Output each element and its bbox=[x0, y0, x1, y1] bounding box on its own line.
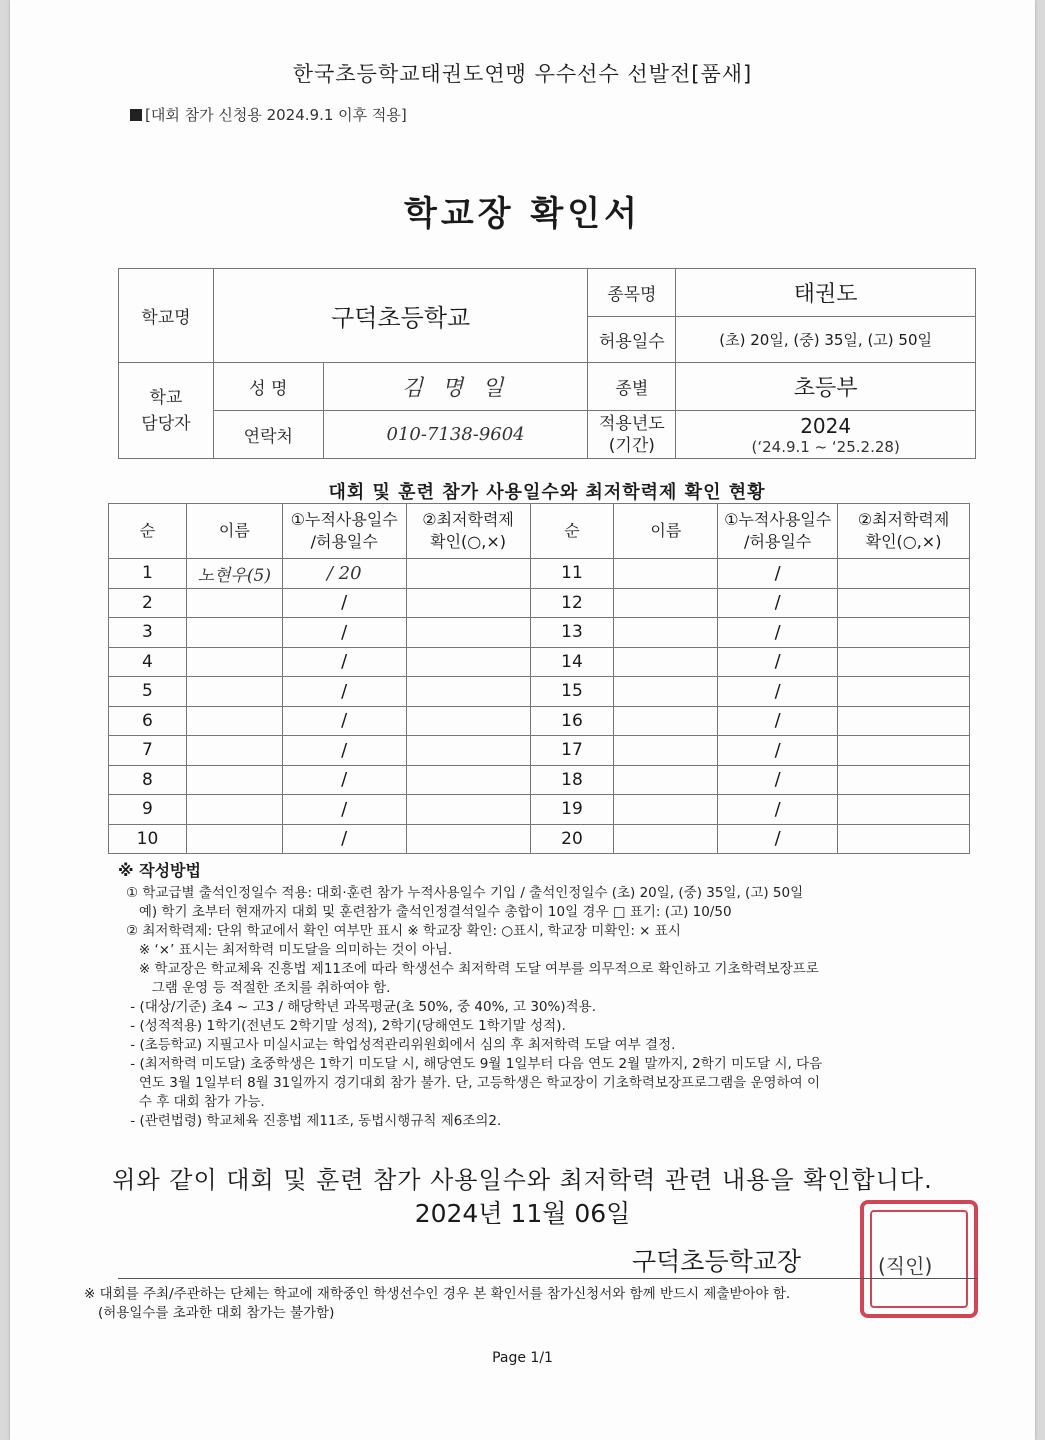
seal-label: (직인) bbox=[878, 1254, 933, 1278]
table-row bbox=[109, 824, 970, 854]
cell-check bbox=[838, 677, 970, 707]
table-row bbox=[109, 736, 970, 766]
cell-name bbox=[186, 736, 282, 766]
cell-name bbox=[186, 677, 282, 707]
year-label: 적용년도 (기간) bbox=[588, 411, 676, 459]
cell-no: 6 bbox=[109, 706, 187, 736]
cell-days: / bbox=[282, 588, 406, 618]
cell-days: / 20 bbox=[282, 559, 406, 589]
cell-days: / bbox=[282, 706, 406, 736]
header-no-right: 순 bbox=[530, 504, 614, 559]
method-line: - (최저학력 미도달) 초중학생은 1학기 미도달 시, 해당연도 9월 1일부터 다음 연도 2월 말까지, 2학기 미도달 시, 다음 bbox=[126, 1056, 823, 1072]
bullet-square-icon bbox=[130, 109, 142, 121]
cell-name bbox=[186, 765, 282, 795]
cell-days: / bbox=[282, 765, 406, 795]
method-line: - (성적적용) 1학기(전년도 2학기말 성적), 2학기(당해연도 1학기말 성적). bbox=[126, 1018, 566, 1034]
roster-header-row bbox=[109, 504, 970, 559]
cell-name bbox=[186, 824, 282, 854]
method-line: ② 최저학력제: 단위 학교에서 확인 여부만 표시 ※ 학교장 확인: ○표시, 학교장 미확인: × 표시 bbox=[126, 923, 681, 939]
school-info-table bbox=[118, 268, 976, 459]
method-line: 예) 학기 초부터 현재까지 대회 및 훈련참가 출석인정결석일수 총합이 10일 경우 □ 표기: (고) 10/50 bbox=[126, 904, 732, 920]
footnote bbox=[84, 1285, 974, 1323]
cell-no: 1 bbox=[109, 559, 187, 589]
footnote-divider bbox=[118, 1278, 978, 1279]
method-line: ① 학교급별 출석인정일수 적용: 대회·훈련 참가 누적사용일수 기입 / 출석인정일수 (초) 20일, (중) 35일, (고) 50일 bbox=[126, 885, 804, 901]
roster-section-title: 대회 및 훈련 참가 사용일수와 최저학력제 확인 현황 bbox=[328, 482, 766, 503]
cell-days: / bbox=[718, 795, 838, 825]
period-value: (‘24.9.1 ~ ‘25.2.28) bbox=[751, 437, 900, 456]
header-no-left: 순 bbox=[109, 504, 187, 559]
cell-check bbox=[838, 588, 970, 618]
cell-name bbox=[614, 588, 718, 618]
cell-check bbox=[406, 765, 530, 795]
cell-no: 19 bbox=[530, 795, 614, 825]
year-value: 2024 bbox=[800, 413, 852, 438]
footnote-line: (허용일수를 초과한 대회 참가는 불가함) bbox=[98, 1305, 335, 1321]
manager-name-label: 성 명 bbox=[213, 363, 323, 411]
method-line: 그램 운영 등 적절한 조치를 취하여야 함. bbox=[126, 980, 391, 996]
cell-no: 14 bbox=[530, 647, 614, 677]
cell-no: 7 bbox=[109, 736, 187, 766]
cell-no: 16 bbox=[530, 706, 614, 736]
cell-name bbox=[186, 706, 282, 736]
cell-name bbox=[614, 706, 718, 736]
method-line: ※ ‘×’ 표시는 최저학력 미도달을 의미하는 것이 아님. bbox=[126, 942, 453, 958]
cell-name bbox=[614, 765, 718, 795]
cell-days: / bbox=[282, 736, 406, 766]
cell-name bbox=[614, 736, 718, 766]
cell-days: / bbox=[718, 677, 838, 707]
cell-check bbox=[838, 647, 970, 677]
cell-check bbox=[838, 795, 970, 825]
table-row bbox=[109, 765, 970, 795]
event-label: 종목명 bbox=[588, 269, 676, 317]
cell-check bbox=[838, 618, 970, 648]
header-days-left: ①누적사용일수 /허용일수 bbox=[282, 504, 406, 559]
method-title: ※ 작성방법 bbox=[118, 861, 201, 880]
cell-name bbox=[186, 588, 282, 618]
cell-no: 11 bbox=[530, 559, 614, 589]
cell-no: 8 bbox=[109, 765, 187, 795]
cell-days: / bbox=[718, 559, 838, 589]
table-row bbox=[109, 618, 970, 648]
cell-no: 3 bbox=[109, 618, 187, 648]
roster-table bbox=[108, 503, 970, 854]
cell-name: 노현우(5) bbox=[186, 559, 282, 589]
cell-check bbox=[406, 559, 530, 589]
method-instructions bbox=[126, 884, 926, 1131]
document-title: 학교장 확인서 bbox=[404, 194, 641, 234]
manager-label: 학교 담당자 bbox=[119, 363, 214, 459]
cell-no: 20 bbox=[530, 824, 614, 854]
cell-name bbox=[186, 795, 282, 825]
contact-label: 연락처 bbox=[213, 411, 323, 459]
cell-no: 5 bbox=[109, 677, 187, 707]
cell-no: 18 bbox=[530, 765, 614, 795]
applicability-notice bbox=[130, 104, 407, 125]
cell-no: 10 bbox=[109, 824, 187, 854]
cell-check bbox=[406, 588, 530, 618]
cell-check bbox=[838, 736, 970, 766]
school-name-label: 학교명 bbox=[119, 269, 214, 363]
organization-header: 한국초등학교태권도연맹 우수선수 선발전[품새] bbox=[292, 62, 753, 86]
header-check-left: ②최저학력제 확인(○,×) bbox=[406, 504, 530, 559]
cell-no: 4 bbox=[109, 647, 187, 677]
confirmation-date: 2024년 11월 06일 bbox=[414, 1199, 631, 1228]
cell-name bbox=[614, 677, 718, 707]
cell-check bbox=[838, 559, 970, 589]
cell-days: / bbox=[282, 824, 406, 854]
header-name-right: 이름 bbox=[614, 504, 718, 559]
table-row bbox=[109, 559, 970, 589]
manager-name-value: 김 명 일 bbox=[323, 363, 588, 411]
cell-check bbox=[406, 706, 530, 736]
page-number: Page 1/1 bbox=[492, 1350, 553, 1366]
cell-check bbox=[838, 824, 970, 854]
cell-days: / bbox=[282, 677, 406, 707]
cell-check bbox=[406, 677, 530, 707]
cell-name bbox=[614, 618, 718, 648]
year-cell bbox=[676, 411, 976, 459]
table-row bbox=[109, 795, 970, 825]
method-line: 연도 3월 1일부터 8월 31일까지 경기대회 참가 불가. 단, 고등학생은 학교장이 기초학력보장프로그램을 운영하여 이 bbox=[126, 1075, 820, 1091]
cell-check bbox=[838, 706, 970, 736]
cell-no: 17 bbox=[530, 736, 614, 766]
event-value: 태권도 bbox=[676, 269, 976, 317]
cell-no: 9 bbox=[109, 795, 187, 825]
cell-name bbox=[614, 647, 718, 677]
cell-no: 15 bbox=[530, 677, 614, 707]
header-name-left: 이름 bbox=[186, 504, 282, 559]
confirmation-statement: 위와 같이 대회 및 훈련 참가 사용일수와 최저학력 관련 내용을 확인합니다. bbox=[112, 1166, 933, 1194]
cell-check bbox=[406, 824, 530, 854]
allowed-days-label: 허용일수 bbox=[588, 317, 676, 363]
cell-check bbox=[406, 618, 530, 648]
table-row bbox=[109, 706, 970, 736]
school-name-value: 구덕초등학교 bbox=[213, 269, 588, 363]
division-label: 종별 bbox=[588, 363, 676, 411]
method-line: - (초등학교) 지필고사 미실시교는 학업성적관리위원회에서 심의 후 최저학력 도달 여부 결정. bbox=[126, 1037, 676, 1053]
cell-days: / bbox=[718, 765, 838, 795]
notice-text: [대회 참가 신청용 2024.9.1 이후 적용] bbox=[145, 106, 407, 124]
division-value: 초등부 bbox=[676, 363, 976, 411]
cell-days: / bbox=[282, 618, 406, 648]
cell-days: / bbox=[718, 824, 838, 854]
cell-no: 12 bbox=[530, 588, 614, 618]
cell-name bbox=[614, 824, 718, 854]
cell-check bbox=[838, 765, 970, 795]
cell-days: / bbox=[718, 706, 838, 736]
table-row bbox=[109, 647, 970, 677]
cell-days: / bbox=[718, 588, 838, 618]
contact-value: 010-7138-9604 bbox=[323, 411, 588, 459]
cell-days: / bbox=[718, 647, 838, 677]
header-check-right: ②최저학력제 확인(○,×) bbox=[838, 504, 970, 559]
cell-check bbox=[406, 795, 530, 825]
cell-name bbox=[614, 559, 718, 589]
header-days-right: ①누적사용일수 /허용일수 bbox=[718, 504, 838, 559]
cell-no: 2 bbox=[109, 588, 187, 618]
method-line: ※ 학교장은 학교체육 진흥법 제11조에 따라 학생선수 최저학력 도달 여부를 의무적으로 확인하고 기초학력보장프로 bbox=[126, 961, 819, 977]
cell-days: / bbox=[282, 647, 406, 677]
cell-days: / bbox=[718, 618, 838, 648]
cell-no: 13 bbox=[530, 618, 614, 648]
footnote-line: ※ 대회를 주최/주관하는 단체는 학교에 재학중인 학생선수인 경우 본 확인서를 참가신청서와 함께 반드시 제출받아야 함. bbox=[84, 1286, 791, 1302]
cell-check bbox=[406, 647, 530, 677]
table-row bbox=[109, 588, 970, 618]
cell-check bbox=[406, 736, 530, 766]
allowed-days-value: (초) 20일, (중) 35일, (고) 50일 bbox=[676, 317, 976, 363]
method-line: - (관련법령) 학교체육 진흥법 제11조, 동법시행규칙 제6조의2. bbox=[126, 1113, 502, 1129]
cell-days: / bbox=[718, 736, 838, 766]
table-row bbox=[109, 677, 970, 707]
principal-signature: 구덕초등학교장 bbox=[632, 1247, 802, 1276]
cell-days: / bbox=[282, 795, 406, 825]
method-line: - (대상/기준) 초4 ~ 고3 / 해당학년 과목평균(초 50%, 중 40%, 고 30%)적용. bbox=[126, 999, 596, 1015]
cell-name bbox=[186, 647, 282, 677]
cell-name bbox=[614, 795, 718, 825]
cell-name bbox=[186, 618, 282, 648]
method-line: 수 후 대회 참가 가능. bbox=[126, 1094, 265, 1110]
